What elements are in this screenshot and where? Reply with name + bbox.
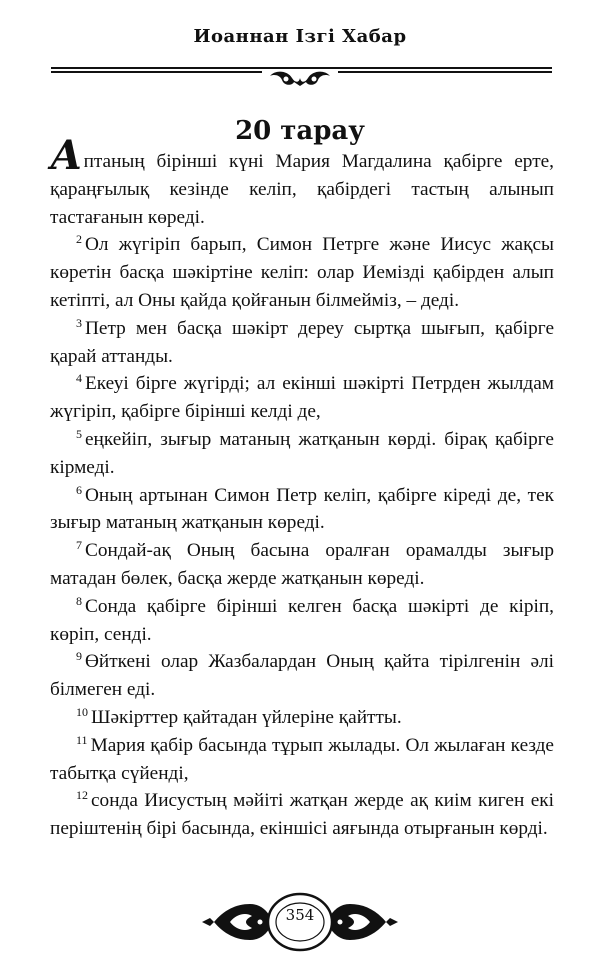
verse-number: 8 — [76, 593, 82, 608]
verse-number: 12 — [76, 788, 88, 803]
verse-text: Петр мен басқа шәкірт дереу сыртқа шығып, қабірге қарай аттанды. — [50, 317, 554, 367]
verse-text: Өйткені олар Жазбалардан Оның қайта тірілгенін әлі білмеген еді. — [50, 651, 554, 701]
verse-2 — [50, 231, 554, 314]
chapter-body — [50, 132, 554, 843]
verse-8 — [50, 593, 554, 649]
verse-3 — [50, 315, 554, 371]
verse-text: сонда Иисустың мәйіті жатқан жерде ақ киім киген екі періштенің бірі басында, екіншісі аяғында отырғанын көрді. — [50, 790, 554, 840]
verse-number: 9 — [76, 649, 82, 664]
drop-cap: А — [50, 132, 83, 179]
verse-text: Сонда қабірге бірінші келген басқа шәкірті де кіріп, көріп, сенді. — [50, 595, 554, 645]
verse-4 — [50, 370, 554, 426]
verse-1 — [50, 132, 554, 231]
verse-number: 10 — [76, 704, 88, 719]
verse-text: Сондай-ақ Оның басына оралған орамалды зығыр матадан бөлек, басқа жерде жатқанын көреді. — [50, 540, 554, 589]
page-number: 354 — [285, 906, 315, 924]
header-rule-top — [51, 67, 552, 69]
running-head-title: Иоаннан Ізгі Хабар — [193, 26, 407, 47]
verse-6 — [50, 482, 554, 538]
verse-11 — [50, 732, 554, 788]
chapter-heading: 20 тарау — [235, 116, 365, 146]
verse-text: Мария қабір басында тұрып жылады. Ол жылаған кезде табытқа сүйенді, — [50, 734, 554, 784]
verse-number: 5 — [76, 426, 82, 441]
verse-text: еңкейіп, зығыр матаның жатқанын көрді. бірақ қабірге кірмеді. — [50, 428, 554, 478]
verse-text: Екеуі бірге жүгірді; ал екінші шәкірті Петрден жылдам жүгіріп, қабірге бірінші келді де, — [50, 373, 554, 423]
verse-number: 3 — [76, 315, 82, 330]
verse-7 — [50, 537, 554, 593]
verse-text: Оның артынан Симон Петр келіп, қабірге кіреді де, тек зығыр матаның жатқанын көреді. — [50, 484, 554, 534]
verse-text: Шәкірттер қайтадан үйлеріне қайтты. — [91, 706, 402, 728]
verse-5 — [50, 426, 554, 482]
flourish-ornament-icon — [262, 70, 338, 88]
verse-number: 2 — [76, 232, 82, 247]
verse-number: 4 — [76, 371, 82, 386]
verse-number: 11 — [76, 732, 88, 747]
verse-12 — [50, 787, 554, 843]
verse-text: птаның бірінші күні Мария Магдалина қабірге ерте, қараңғылық кезінде келіп, қабірдегі тастың алынып тастағанын көреді. — [50, 151, 554, 228]
verse-text: Ол жүгіріп барып, Симон Петрге және Иисус жақсы көретін басқа шәкіртіне келіп: олар Иемізді қабірден алып кетіпті, ал Оны қайда қойғанын білмейміз, – деді. — [50, 234, 554, 311]
verse-number: 7 — [76, 538, 82, 553]
verse-10 — [50, 704, 554, 732]
verse-number: 6 — [76, 482, 82, 497]
verse-9 — [50, 648, 554, 704]
